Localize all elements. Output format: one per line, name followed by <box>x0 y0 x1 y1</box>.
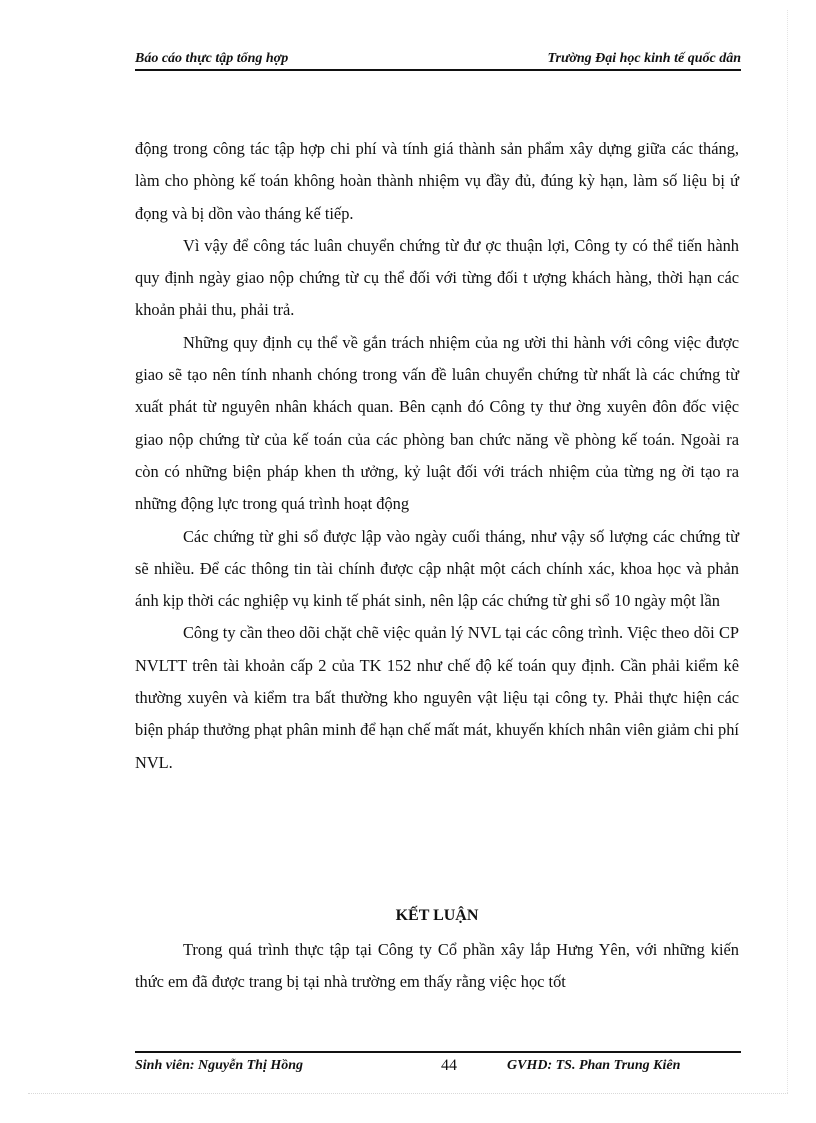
paragraph-1: động trong công tác tập hợp chi phí và tính giá thành sản phẩm xây dựng giữa các tháng, làm cho phòng kế toán không hoàn thành nhiệm vụ đầy đủ, đúng kỳ hạn, làm số liệu bị ứ đọng và bị dồn vào tháng kế tiếp. <box>135 139 739 223</box>
paragraph-2: Vì vậy để công tác luân chuyển chứng từ đư ợc thuận lợi, Công ty có thể tiến hành quy định ngày giao nộp chứng từ cụ thể đối với từng đối t ượng khách hàng, thời hạn các khoản phải thu, phải trả. <box>135 235 739 320</box>
conclusion-heading: KẾT LUẬN <box>395 907 479 924</box>
footer-rule <box>135 1051 741 1053</box>
footer-advisor: GVHD: TS. Phan Trung Kiên <box>507 1058 681 1073</box>
page-number: 44 <box>441 1057 457 1074</box>
paragraph-3: Những quy định cụ thể về gắn trách nhiệm của ng ười thi hành với công việc được giao sẽ tạo nên tính nhanh chóng trong vấn đề luân chuyển chứng từ nhất là các chứng từ xuất phát từ nguyên nhân khách quan. Bên cạnh đó Công ty thư ờng xuyên đôn đốc việc giao nộp chứng từ của kế toán của các phòng ban chức năng về phòng kế toán. Ngoài ra còn có những biện pháp khen th ưởng, kỷ luật đối với trách nhiệm của từng ng ời tạo ra những động lực trong quá trình hoạt động <box>135 332 739 514</box>
paragraph-5: Công ty cần theo dõi chặt chẽ việc quản lý NVL tại các công trình. Việc theo dõi CP NVLTT trên tài khoản cấp 2 của TK 152 như chế độ kế toán quy định. Cần phải kiểm kê thường xuyên và kiểm tra bất thường kho nguyên vật liệu tại công ty. Phải thực hiện các biện pháp thưởng phạt phân minh để hạn chế mất mát, khuyến khích nhân viên giảm chi phí NVL. <box>135 623 739 772</box>
page-header <box>135 50 741 70</box>
conclusion-paragraph-1: Trong quá trình thực tập tại Công ty Cổ phần xây lắp Hưng Yên, với những kiến thức em đã được trang bị tại nhà trường em thấy rằng việc học tốt <box>135 940 739 992</box>
header-university: Trường Đại học kinh tế quốc dân <box>547 51 741 66</box>
header-report-title: Báo cáo thực tập tổng hợp <box>135 51 289 66</box>
page-edge-right <box>787 10 788 1093</box>
footer-student: Sinh viên: Nguyễn Thị Hồng <box>135 1058 304 1073</box>
paragraph-4: Các chứng từ ghi sổ được lập vào ngày cuối tháng, như vậy số lượng các chứng từ sẽ nhiều. Để các thông tin tài chính được cập nhật một cách chính xác, khoa học và phản ánh kịp thời các nghiệp vụ kinh tế phát sinh, nên lập các chứng từ ghi sổ 10 ngày một lần <box>135 526 739 611</box>
page-edge-bottom <box>28 1093 788 1094</box>
body-text <box>135 133 739 779</box>
conclusion-text <box>135 934 739 999</box>
header-rule <box>135 69 741 71</box>
page-footer <box>135 1056 741 1078</box>
